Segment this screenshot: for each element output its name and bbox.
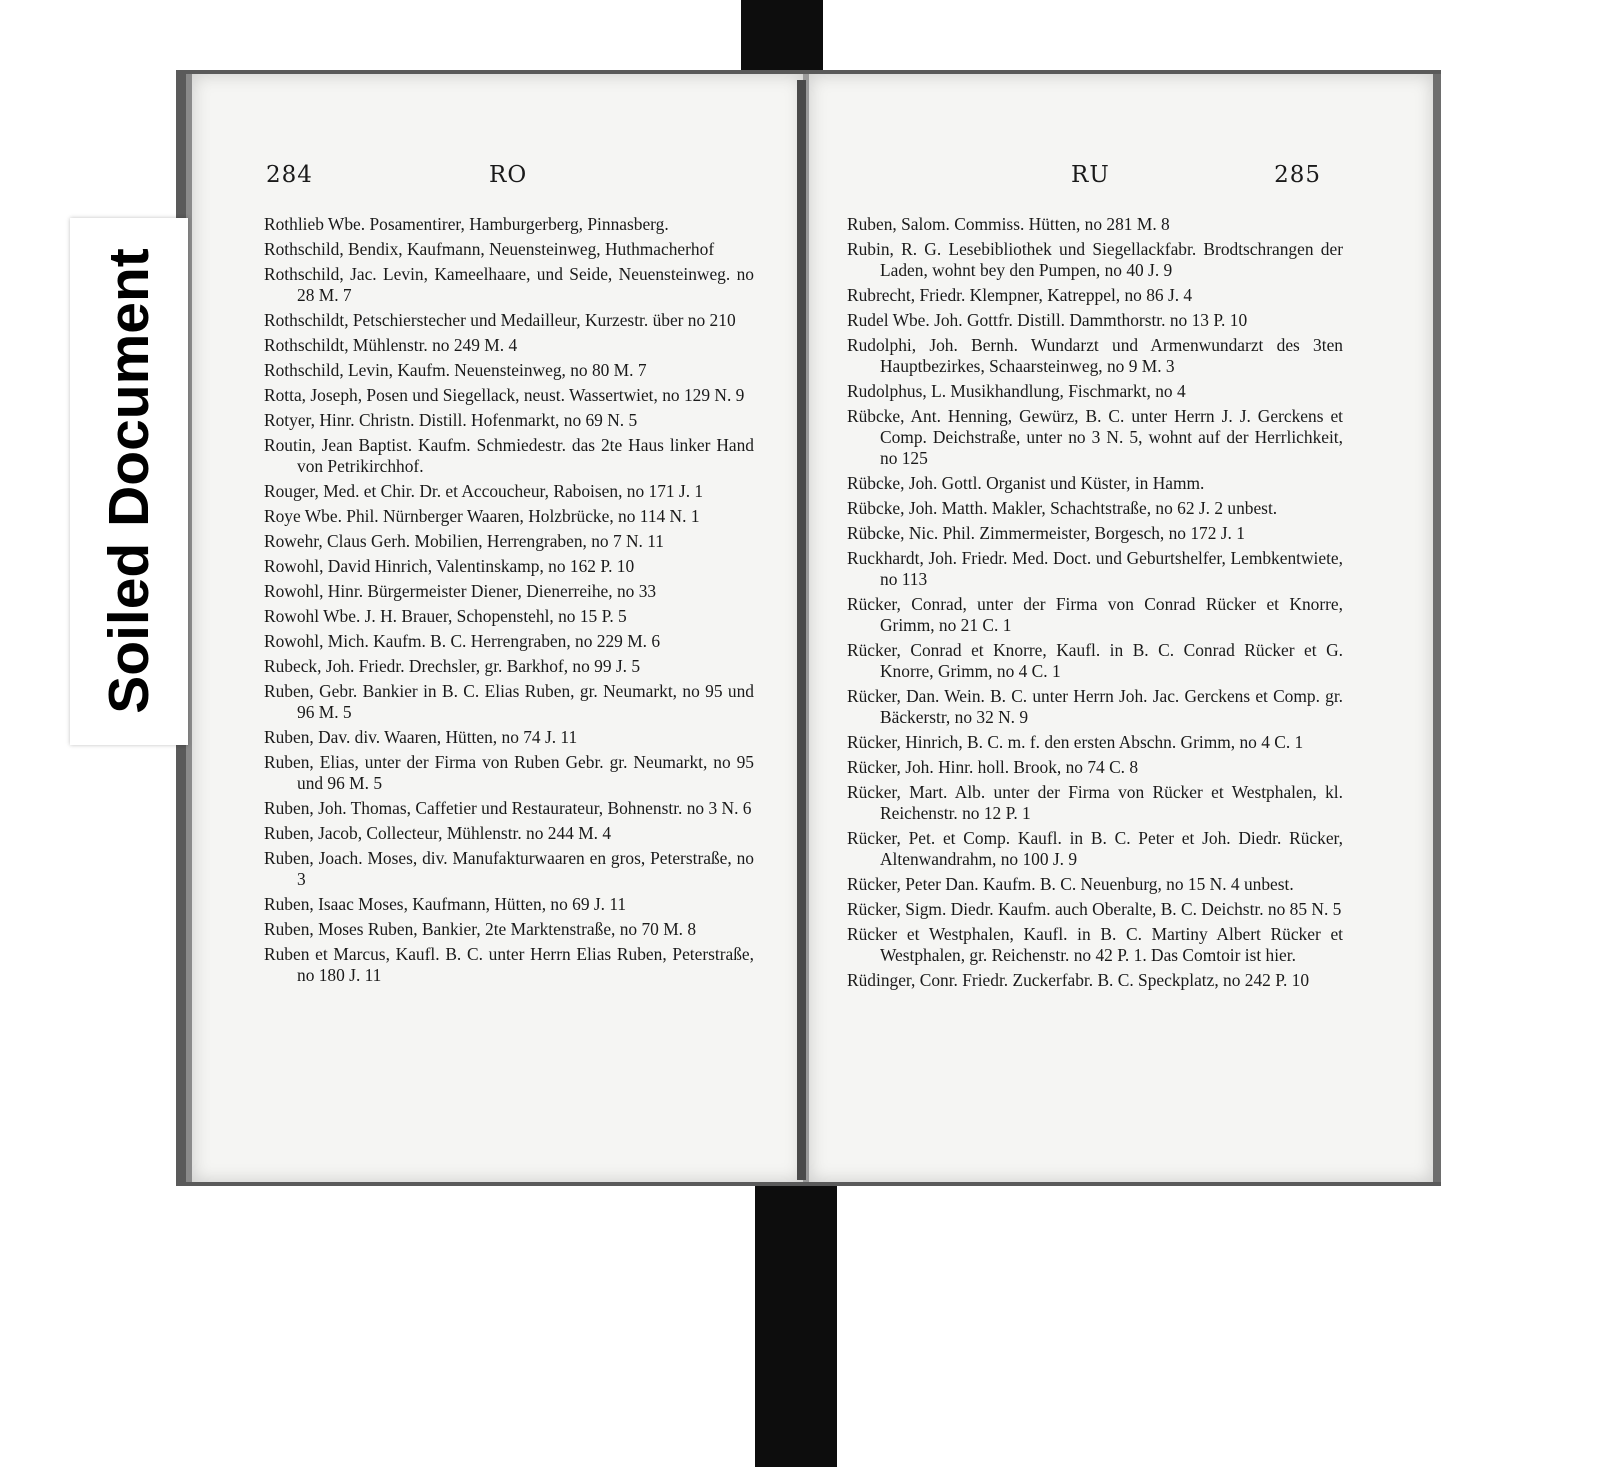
directory-entry: Rudolphus, L. Musikhandlung, Fischmarkt, no 4 (847, 381, 1186, 401)
directory-entry: Roye Wbe. Phil. Nürnberger Waaren, Holzbrücke, no 114 N. 1 (264, 506, 700, 526)
binding-strip-top (741, 0, 823, 78)
directory-entry: Rubeck, Joh. Friedr. Drechsler, gr. Barkhof, no 99 J. 5 (264, 656, 641, 676)
right-entry-list (847, 214, 1343, 995)
directory-entry: Ruckhardt, Joh. Friedr. Med. Doct. und Geburtshelfer, Lembkentwiete, no 113 (847, 548, 1343, 589)
right-page (806, 74, 1441, 1182)
directory-entry: Rücker, Sigm. Diedr. Kaufm. auch Oberalte, B. C. Deichstr. no 85 N. 5 (847, 899, 1342, 919)
directory-entry: Rübcke, Ant. Henning, Gewürz, B. C. unter Herrn J. J. Gerckens et Comp. Deichstraße, unter no 3 N. 5, wohnt auf der Herrlichkeit, no 125 (847, 406, 1343, 468)
left-page-number: 284 (266, 162, 313, 188)
label-text: Soiled Document (97, 248, 161, 714)
directory-entry: Rothschildt, Petschierstecher und Medailleur, Kurzestr. über no 210 (264, 310, 736, 330)
directory-entry: Rücker, Hinrich, B. C. m. f. den ersten Abschn. Grimm, no 4 C. 1 (847, 732, 1304, 752)
directory-entry: Rothschild, Jac. Levin, Kameelhaare, und Seide, Neuensteinweg. no 28 M. 7 (264, 264, 754, 305)
directory-entry: Ruben, Isaac Moses, Kaufmann, Hütten, no 69 J. 11 (264, 894, 627, 914)
directory-entry: Rotyer, Hinr. Christn. Distill. Hofenmarkt, no 69 N. 5 (264, 410, 638, 430)
directory-entry: Ruben, Dav. div. Waaren, Hütten, no 74 J. 11 (264, 727, 578, 747)
directory-entry: Rübcke, Joh. Matth. Makler, Schachtstraße, no 62 J. 2 unbest. (847, 498, 1278, 518)
directory-entry: Ruben et Marcus, Kaufl. B. C. unter Herrn Elias Ruben, Peterstraße, no 180 J. 11 (264, 944, 754, 985)
directory-entry: Rothlieb Wbe. Posamentirer, Hamburgerberg, Pinnasberg. (264, 214, 669, 234)
directory-entry: Rothschild, Levin, Kaufm. Neuensteinweg, no 80 M. 7 (264, 360, 647, 380)
directory-entry: Rücker, Pet. et Comp. Kaufl. in B. C. Peter et Joh. Diedr. Rücker, Altenwandrahm, no 100 J. 9 (847, 828, 1343, 869)
directory-entry: Rouger, Med. et Chir. Dr. et Accoucheur, Raboisen, no 171 J. 1 (264, 481, 704, 501)
directory-entry: Routin, Jean Baptist. Kaufm. Schmiedestr. das 2te Haus linker Hand von Petrikirchhof. (264, 435, 754, 476)
left-page-heading: RO (489, 162, 528, 188)
directory-entry: Rücker, Peter Dan. Kaufm. B. C. Neuenburg, no 15 N. 4 unbest. (847, 874, 1294, 894)
directory-entry: Rücker, Dan. Wein. B. C. unter Herrn Joh. Jac. Gerckens et Comp. gr. Bäckerstr, no 32 N. 9 (847, 686, 1343, 727)
directory-entry: Rücker, Conrad et Knorre, Kaufl. in B. C. Conrad Rücker et G. Knorre, Grimm, no 4 C. 1 (847, 640, 1343, 681)
directory-entry: Rowohl, Mich. Kaufm. B. C. Herrengraben, no 229 M. 6 (264, 631, 661, 651)
directory-entry: Ruben, Salom. Commiss. Hütten, no 281 M. 8 (847, 214, 1170, 234)
directory-entry: Rücker, Mart. Alb. unter der Firma von Rücker et Westphalen, kl. Reichenstr. no 12 P. 1 (847, 782, 1343, 823)
left-entry-list (264, 214, 754, 990)
binding-strip-bottom (755, 1175, 837, 1467)
directory-entry: Rothschildt, Mühlenstr. no 249 M. 4 (264, 335, 518, 355)
directory-entry: Rudel Wbe. Joh. Gottfr. Distill. Dammthorstr. no 13 P. 10 (847, 310, 1248, 330)
directory-entry: Rowohl, David Hinrich, Valentinskamp, no 162 P. 10 (264, 556, 635, 576)
book-gutter (797, 80, 806, 1180)
directory-entry: Rücker et Westphalen, Kaufl. in B. C. Martiny Albert Rücker et Westphalen, gr. Reichenstr. no 42 P. 1. Das Comtoir ist hier. (847, 924, 1343, 965)
directory-entry: Rotta, Joseph, Posen und Siegellack, neust. Wassertwiet, no 129 N. 9 (264, 385, 745, 405)
directory-entry: Rowohl Wbe. J. H. Brauer, Schopenstehl, no 15 P. 5 (264, 606, 627, 626)
directory-entry: Ruben, Moses Ruben, Bankier, 2te Marktenstraße, no 70 M. 8 (264, 919, 697, 939)
directory-entry: Ruben, Elias, unter der Firma von Ruben Gebr. gr. Neumarkt, no 95 und 96 M. 5 (264, 752, 754, 793)
directory-entry: Ruben, Joach. Moses, div. Manufakturwaaren en gros, Peterstraße, no 3 (264, 848, 754, 889)
directory-entry: Rubrecht, Friedr. Klempner, Katreppel, no 86 J. 4 (847, 285, 1193, 305)
directory-entry: Rübcke, Joh. Gottl. Organist und Küster, in Hamm. (847, 473, 1205, 493)
directory-entry: Rubin, R. G. Lesebibliothek und Siegellackfabr. Brodtschrangen der Laden, wohnt bey den Pumpen, no 40 J. 9 (847, 239, 1343, 280)
directory-entry: Rudolphi, Joh. Bernh. Wundarzt und Armenwundarzt des 3ten Hauptbezirkes, Schaarsteinweg, no 9 M. 3 (847, 335, 1343, 376)
right-page-heading: RU (1071, 162, 1110, 188)
directory-entry: Rowehr, Claus Gerh. Mobilien, Herrengraben, no 7 N. 11 (264, 531, 665, 551)
left-page (186, 74, 806, 1182)
directory-entry: Rüdinger, Conr. Friedr. Zuckerfabr. B. C. Speckplatz, no 242 P. 10 (847, 970, 1310, 990)
soiled-document-label (70, 218, 188, 745)
directory-entry: Ruben, Joh. Thomas, Caffetier und Restaurateur, Bohnenstr. no 3 N. 6 (264, 798, 752, 818)
directory-entry: Rücker, Joh. Hinr. holl. Brook, no 74 C. 8 (847, 757, 1139, 777)
directory-entry: Rowohl, Hinr. Bürgermeister Diener, Dienerreihe, no 33 (264, 581, 657, 601)
directory-entry: Rübcke, Nic. Phil. Zimmermeister, Borgesch, no 172 J. 1 (847, 523, 1245, 543)
directory-entry: Rücker, Conrad, unter der Firma von Conrad Rücker et Knorre, Grimm, no 21 C. 1 (847, 594, 1343, 635)
right-page-number: 285 (1274, 162, 1321, 188)
directory-entry: Rothschild, Bendix, Kaufmann, Neuensteinweg, Huthmacherhof (264, 239, 715, 259)
directory-entry: Ruben, Gebr. Bankier in B. C. Elias Ruben, gr. Neumarkt, no 95 und 96 M. 5 (264, 681, 754, 722)
directory-entry: Ruben, Jacob, Collecteur, Mühlenstr. no 244 M. 4 (264, 823, 612, 843)
